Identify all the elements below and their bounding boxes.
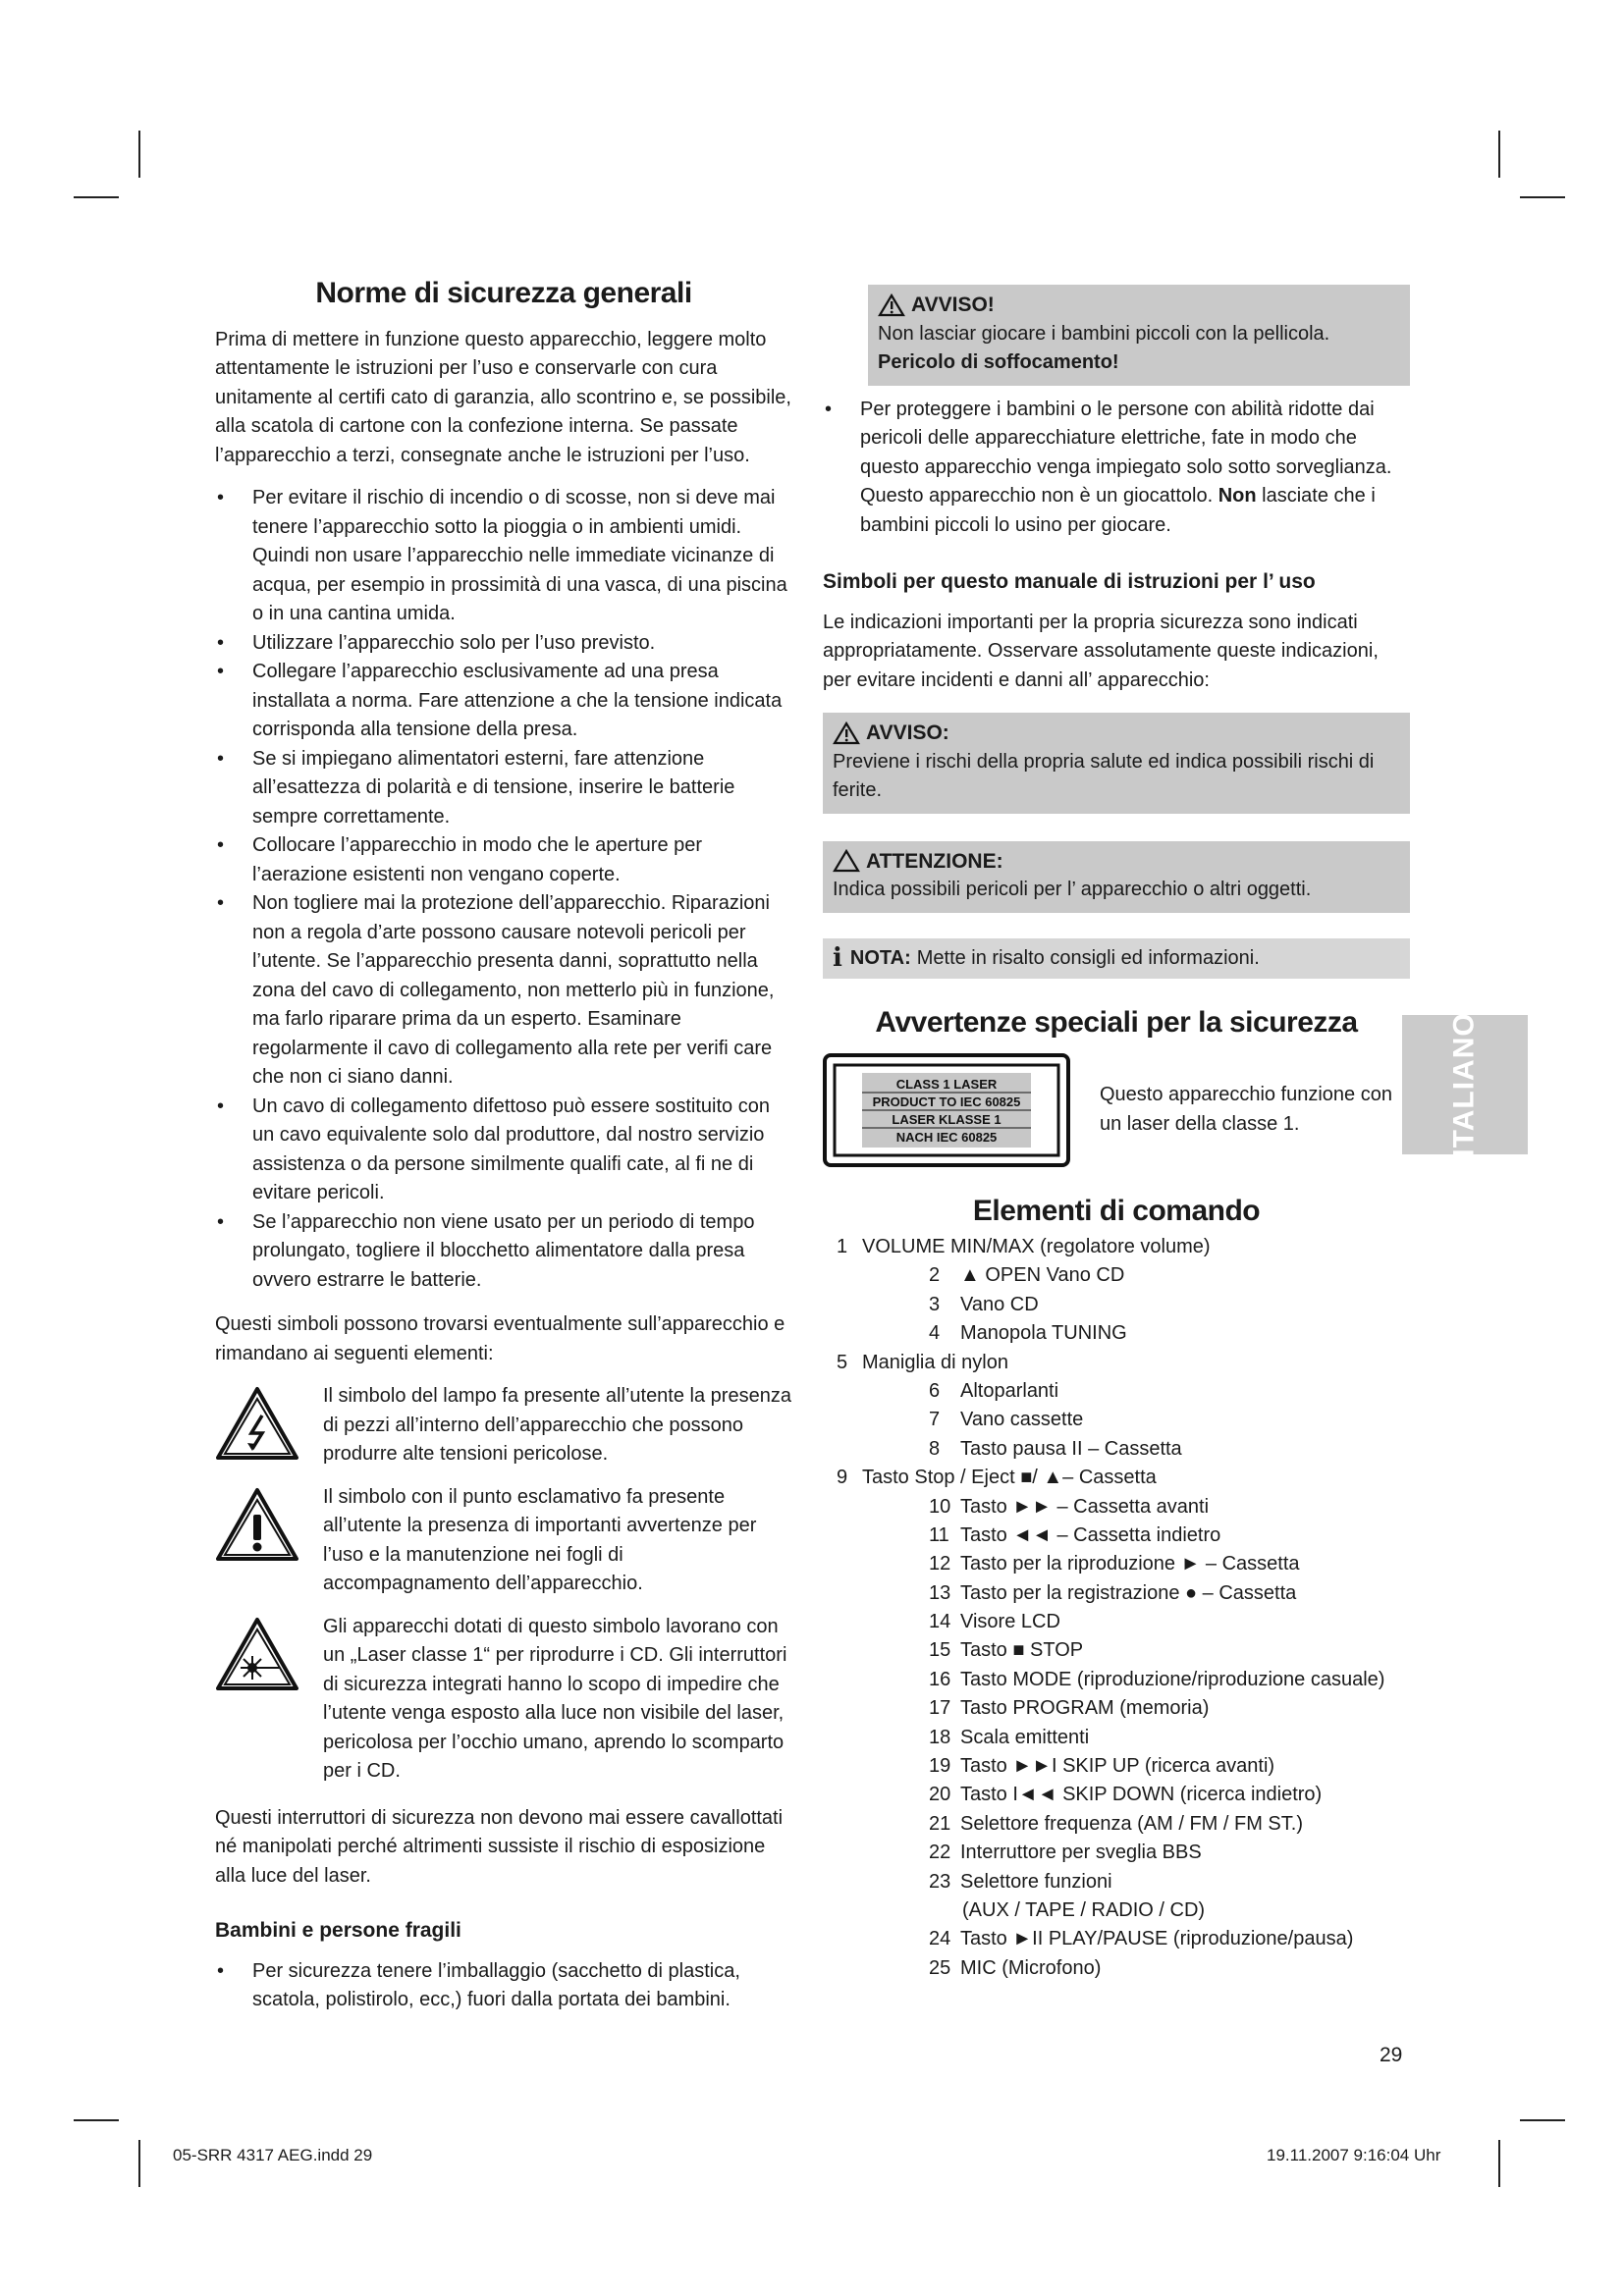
warning-line: Non lasciar giocare i bambini piccoli con la pellicola. (878, 322, 1330, 345)
symbols-heading: Simboli per questo manuale di istruzioni per l’ uso (823, 570, 1316, 593)
warning-bold-line: Pericolo di soffocamento! (878, 351, 1119, 373)
list-item (823, 1694, 1410, 1723)
control-label: Interruttore per sveglia BBS (960, 1842, 1202, 1864)
list-item: • Se l’apparecchio non viene usato per un periodo di tempo prolungato, togliere il blocchetto alimentatore dalla presa ovvero estrarre le batterie. (215, 1208, 792, 1296)
control-number: 2 (929, 1264, 941, 1287)
control-label: Tasto ■ STOP (960, 1639, 1084, 1662)
control-number: 13 (929, 1581, 951, 1604)
exclamation-warning-icon (215, 1487, 299, 1562)
control-number: 19 (929, 1755, 951, 1778)
info-icon: i (833, 942, 842, 973)
control-number: 22 (929, 1842, 951, 1864)
laser-label-line: NACH IEC 60825 (895, 1129, 998, 1145)
control-label: Tasto Stop / Eject ■/ ▲– Cassetta (862, 1467, 1157, 1489)
protect-bullet-list (823, 396, 1410, 541)
control-label: Selettore frequenza (AM / FM / FM ST.) (960, 1812, 1303, 1835)
list-item (823, 1435, 1410, 1464)
control-label: MIC (Microfono) (960, 1956, 1102, 1979)
avviso-title-text: AVVISO: (866, 721, 949, 744)
control-number: 7 (929, 1409, 941, 1431)
protect-text-a: Per proteggere i bambini o le persone con abilità ridotte dai pericoli delle apparecchiature elettriche, fate in modo che questo apparecchio venga impiegato solo sotto sorveglianza. Questo apparecchio non è un giocattolo. (860, 398, 1392, 507)
page-number: 29 (1380, 2044, 1403, 2066)
caution-triangle-icon (833, 849, 860, 873)
control-label: Tasto ►II PLAY/PAUSE (riproduzione/pausa) (960, 1928, 1354, 1950)
control-label: Tasto I◄◄ SKIP DOWN (ricerca indietro) (960, 1784, 1323, 1806)
footer-file: 05-SRR 4317 AEG.indd 29 (173, 2146, 373, 2164)
list-item (823, 1493, 1410, 1522)
warning-title-text: AVVISO! (911, 294, 995, 316)
intro-paragraph: Prima di mettere in funzione questo apparecchio, leggere molto attentamente le istruzioni per l’uso e conservarle con cura unitamente al certifi cato di garanzia, allo scontrino e, se possibile, alla scatola di cartone con la confezione interna. Se passate l’apparecchio a terzi, consegnate anche le istruzioni per l’uso. (215, 328, 791, 466)
control-number: 10 (929, 1495, 951, 1518)
control-label: Tasto ►►I SKIP UP (ricerca avanti) (960, 1755, 1275, 1778)
lightning-warning-icon (215, 1386, 299, 1461)
symbol-text: Il simbolo con il punto esclamativo fa presente all’utente la presenza di importanti avvertenze per l’uso e la manutenzione nei fogli di accompagnamento dell’apparecchio. (323, 1485, 757, 1594)
laser-label-line: LASER KLASSE 1 (892, 1111, 1001, 1127)
control-label: VOLUME MIN/MAX (regolatore volume) (862, 1236, 1211, 1257)
list-item (823, 1954, 1410, 1983)
left-column (215, 279, 792, 2031)
symbols-intro-right: Le indicazioni importanti per la propria sicurezza sono indicati appropriatamente. Osservare assolutamente queste indicazioni, per evitare incidenti e danni all’ apparecchio: (823, 611, 1379, 691)
control-number: 16 (929, 1668, 951, 1690)
control-number: 5 (837, 1351, 848, 1373)
control-number: 15 (929, 1639, 951, 1662)
control-label: Manopola TUNING (960, 1322, 1127, 1345)
control-number: 3 (929, 1293, 941, 1315)
list-item (823, 1608, 1410, 1636)
section-title-general-safety: Norme di sicurezza generali (315, 277, 692, 309)
safety-switch-note: Questi interruttori di sicurezza non devono mai essere cavallottati né manipolati perché altrimenti sussiste il rischio di esposizione alla luce del laser. (215, 1806, 784, 1887)
control-label: Tasto MODE (riproduzione/riproduzione casuale) (960, 1668, 1385, 1690)
list-item (823, 1896, 1410, 1925)
control-number: 8 (929, 1437, 941, 1460)
list-item (823, 1839, 1410, 1867)
warning-triangle-icon (878, 294, 905, 317)
control-number: 12 (929, 1553, 951, 1575)
control-number: 20 (929, 1784, 951, 1806)
children-bullet-list (215, 1957, 792, 2015)
control-number: 25 (929, 1956, 951, 1979)
avviso-text: Previene i rischi della propria salute ed indica possibili rischi di ferite. (833, 750, 1375, 801)
warning-box-title (878, 291, 1400, 320)
control-label: (AUX / TAPE / RADIO / CD) (962, 1898, 1206, 1921)
control-number: 21 (929, 1812, 951, 1835)
attenzione-title-text: ATTENZIONE: (866, 849, 1003, 873)
control-number: 6 (929, 1379, 941, 1402)
protect-text-b: lasciate che i bambini piccoli lo usino per giocare. (860, 485, 1376, 536)
avviso-box (823, 713, 1410, 814)
symbol-text: Gli apparecchi dotati di questo simbolo lavorano con un „Laser classe 1“ per riprodurre i CD. Gli interruttori di sicurezza integrati hanno lo scopo di impedire che l’utente venga esposto alla luce non visibile del laser, pericolosa per l’occhio umano, aprendo lo scomparto per i CD. (323, 1615, 787, 1782)
list-item (823, 1233, 1410, 1261)
control-label: Altoparlanti (960, 1379, 1059, 1402)
control-label: Tasto per la registrazione ● – Cassetta (960, 1581, 1297, 1604)
control-number: 11 (929, 1523, 949, 1546)
list-item (823, 1522, 1410, 1550)
control-label: Tasto ►► – Cassetta avanti (960, 1495, 1210, 1518)
control-label: Tasto per la riproduzione ► – Cassetta (960, 1553, 1300, 1575)
laser-warning-icon (215, 1617, 299, 1691)
list-item (823, 1868, 1410, 1896)
crop-mark (138, 131, 140, 178)
control-number: 24 (929, 1928, 951, 1950)
protect-text-bold: Non (1218, 485, 1257, 507)
crop-mark (1498, 131, 1500, 178)
laser-label-line: PRODUCT TO IEC 60825 (872, 1094, 1021, 1109)
control-label: Scala emittenti (960, 1726, 1090, 1748)
control-number: 14 (929, 1611, 951, 1633)
control-label: Visore LCD (960, 1611, 1060, 1633)
control-label: Maniglia di nylon (862, 1351, 1008, 1373)
control-label: Tasto PROGRAM (memoria) (960, 1697, 1210, 1720)
symbol-row-lightning (215, 1382, 792, 1469)
warning-box-film (868, 285, 1410, 386)
control-label: Selettore funzioni (960, 1870, 1112, 1893)
children-heading: Bambini e persone fragili (215, 1919, 461, 1942)
control-label: Tasto ◄◄ – Cassetta indietro (960, 1523, 1221, 1546)
list-item (823, 1349, 1410, 1377)
list-item (823, 1925, 1410, 1953)
control-number: 18 (929, 1726, 951, 1748)
list-item (823, 1261, 1410, 1290)
list-item: • Se si impiegano alimentatori esterni, fare attenzione all’esattezza di polarità e di tensione, inserire le batterie sempre correttamente. (215, 745, 792, 832)
list-item (823, 1810, 1410, 1839)
symbols-intro: Questi simboli possono trovarsi eventualmente sull’apparecchio e rimandano ai seguenti elementi: (215, 1313, 785, 1364)
laser-class-label-icon (823, 1053, 1070, 1167)
crop-mark (1520, 2119, 1565, 2121)
crop-mark (74, 196, 119, 198)
list-item (823, 1579, 1410, 1608)
nota-text: Mette in risalto consigli ed informazioni. (916, 946, 1260, 969)
laser-row (823, 1053, 1410, 1167)
list-item (823, 1291, 1410, 1319)
control-number: 17 (929, 1697, 951, 1720)
list-item: • Collocare l’apparecchio in modo che le aperture per l’aerazione esistenti non vengano coperte. (215, 831, 792, 889)
control-label: Vano CD (960, 1293, 1039, 1315)
section-title-controls: Elementi di comando (972, 1194, 1261, 1227)
control-number: 4 (929, 1322, 941, 1345)
symbol-row-exclamation (215, 1483, 792, 1599)
list-item (823, 1464, 1410, 1492)
list-item (823, 1319, 1410, 1348)
crop-mark (138, 2140, 140, 2187)
list-item: • Collegare l’apparecchio esclusivamente ad una presa installata a norma. Fare attenzione a che la tensione indicata corrisponda alla tensione della presa. (215, 658, 792, 745)
language-tab (1402, 1012, 1528, 1157)
list-item: • Per evitare il rischio di incendio o di scosse, non si deve mai tenere l’apparecchio sotto la pioggia o in ambienti umidi. Quindi non usare l’apparecchio nelle immediate vicinanze di acqua, per esempio in prossimità di una vasca, di una piscina o in una cantina umida. (215, 484, 792, 629)
list-item (823, 1636, 1410, 1665)
right-column (823, 285, 1410, 1983)
warning-triangle-icon (833, 721, 860, 745)
list-item (823, 1781, 1410, 1809)
list-item (823, 1406, 1410, 1434)
nota-label: NOTA: (849, 946, 911, 969)
list-item (823, 1666, 1410, 1694)
controls-list (823, 1233, 1410, 1983)
safety-bullet-list (215, 484, 792, 1295)
control-label: Tasto pausa II – Cassetta (960, 1437, 1182, 1460)
attenzione-box (823, 841, 1410, 913)
list-item: • Un cavo di collegamento difettoso può essere sostituito con un cavo equivalente solo dal produttore, dal nostro servizio assistenza o da persone similmente qualifi cate, al fi ne di evitare pericoli. (215, 1093, 792, 1208)
crop-mark (74, 2119, 119, 2121)
control-number: 9 (837, 1467, 848, 1489)
symbol-row-laser (215, 1613, 792, 1787)
avviso-title (833, 719, 1400, 748)
list-item: • Per sicurezza tenere l’imballaggio (sacchetto di plastica, scatola, polistirolo, ecc,) fuori dalla portata dei bambini. (215, 1957, 792, 2015)
control-label: ▲ OPEN Vano CD (960, 1264, 1125, 1287)
list-item (823, 1752, 1410, 1781)
list-item (823, 1550, 1410, 1578)
list-item (823, 396, 1410, 541)
list-item (823, 1724, 1410, 1752)
list-item: • Utilizzare l’apparecchio solo per l’uso previsto. (215, 629, 792, 659)
nota-box (823, 938, 1410, 980)
attenzione-text: Indica possibili pericoli per l’ apparecchio o altri oggetti. (833, 879, 1312, 900)
laser-text: Questo apparecchio funzione con un laser della classe 1. (1100, 1084, 1392, 1135)
laser-label-line: CLASS 1 LASER (895, 1076, 998, 1092)
footer-datetime: 19.11.2007 9:16:04 Uhr (1267, 2146, 1441, 2164)
crop-mark (1498, 2140, 1500, 2187)
language-tab-label: ITALIANO (1448, 1012, 1481, 1157)
attenzione-title (833, 847, 1400, 877)
control-number: 23 (929, 1870, 951, 1893)
symbol-text: Il simbolo del lampo fa presente all’utente la presenza di pezzi all’interno dell’apparecchio che possono produrre alte tensioni pericolose. (323, 1385, 791, 1465)
list-item (823, 1377, 1410, 1406)
section-title-special-safety: Avvertenze speciali per la sicurezza (875, 1006, 1358, 1039)
list-item: • Non togliere mai la protezione dell’apparecchio. Riparazioni non a regola d’arte possono causare notevoli pericoli per l’utente. Se l’apparecchio presenta danni, soprattutto nella zona del cavo di collegamento, non metterlo più in funzione, ma farlo riparare prima da un esperto. Esaminare regolarmente il cavo di collegamento alla rete per verifi care che non ci siano danni. (215, 889, 792, 1093)
crop-mark (1520, 196, 1565, 198)
control-number: 1 (837, 1236, 848, 1257)
control-label: Vano cassette (960, 1409, 1084, 1431)
